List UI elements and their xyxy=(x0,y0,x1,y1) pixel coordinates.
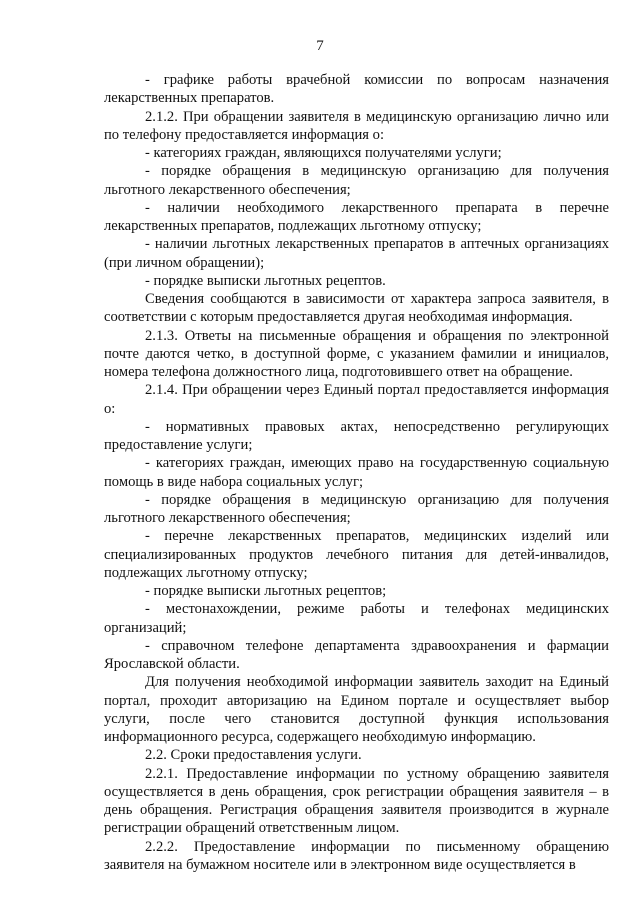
paragraph: - категориях граждан, имеющих право на государственную социальную помощь в виде набора социальных услуг; xyxy=(104,455,609,490)
paragraph: 2.2. Сроки предоставления услуги. xyxy=(145,747,362,764)
paragraph: 2.2.2. Предоставление информации по письменному обращению заявителя на бумажном носителе или в электронном виде осуществляется в xyxy=(104,838,609,873)
paragraph: - наличии льготных лекарственных препаратов в аптечных организациях (при личном обращении); xyxy=(104,236,609,271)
paragraph: - перечне лекарственных препаратов, медицинских изделий или специализированных продуктов лечебного питания для детей-инвалидов, подлежащих льготному отпуску; xyxy=(104,528,609,581)
body-text xyxy=(104,71,609,874)
paragraph: 2.2.1. Предоставление информации по устному обращению заявителя осуществляется в день обращения, срок регистрации обращения заявителя – в день обращения. Регистрация обращения заявителя производится в журнале регистрации обращений ответственным лицом. xyxy=(104,765,609,837)
paragraph: - наличии необходимого лекарственного препарата в перечне лекарственных препаратов, подлежащих льготному отпуску; xyxy=(104,199,609,234)
paragraph: - нормативных правовых актах, непосредственно регулирующих предоставление услуги; xyxy=(104,418,609,453)
paragraph: 2.1.3. Ответы на письменные обращения и обращения по электронной почте даются четко, в доступной форме, с указанием фамилии и инициалов, номера телефона должностного лица, подготовившего ответ на обращение. xyxy=(104,327,609,380)
paragraph: - порядке выписки льготных рецептов. xyxy=(145,272,386,289)
paragraph: 2.1.4. При обращении через Единый портал предоставляется информация о: xyxy=(104,382,609,417)
paragraph: - категориях граждан, являющихся получателями услуги; xyxy=(145,145,502,161)
paragraph: Сведения сообщаются в зависимости от характера запроса заявителя, в соответствии с которым предоставляется другая необходимая информация. xyxy=(104,291,609,326)
paragraph: - графике работы врачебной комиссии по вопросам назначения лекарственных препаратов. xyxy=(104,72,609,107)
paragraph: - порядке обращения в медицинскую организацию для получения льготного лекарственного обеспечения; xyxy=(104,491,609,526)
paragraph: - местонахождении, режиме работы и телефонах медицинских организаций; xyxy=(104,601,609,636)
paragraph: - порядке обращения в медицинскую организацию для получения льготного лекарственного обеспечения; xyxy=(104,163,609,198)
paragraph: Для получения необходимой информации заявитель заходит на Единый портал, проходит авторизацию на Едином портале и осуществляет выбор услуги, после чего становится доступной функция использования информационного ресурса, содержащего необходимую информацию. xyxy=(104,674,609,745)
paragraph: 2.1.2. При обращении заявителя в медицинскую организацию лично или по телефону предоставляется информация о: xyxy=(104,108,609,143)
paragraph: - порядке выписки льготных рецептов; xyxy=(145,583,387,599)
page-number: 7 xyxy=(316,38,324,54)
paragraph: - справочном телефоне департамента здравоохранения и фармации Ярославской области. xyxy=(104,637,609,672)
